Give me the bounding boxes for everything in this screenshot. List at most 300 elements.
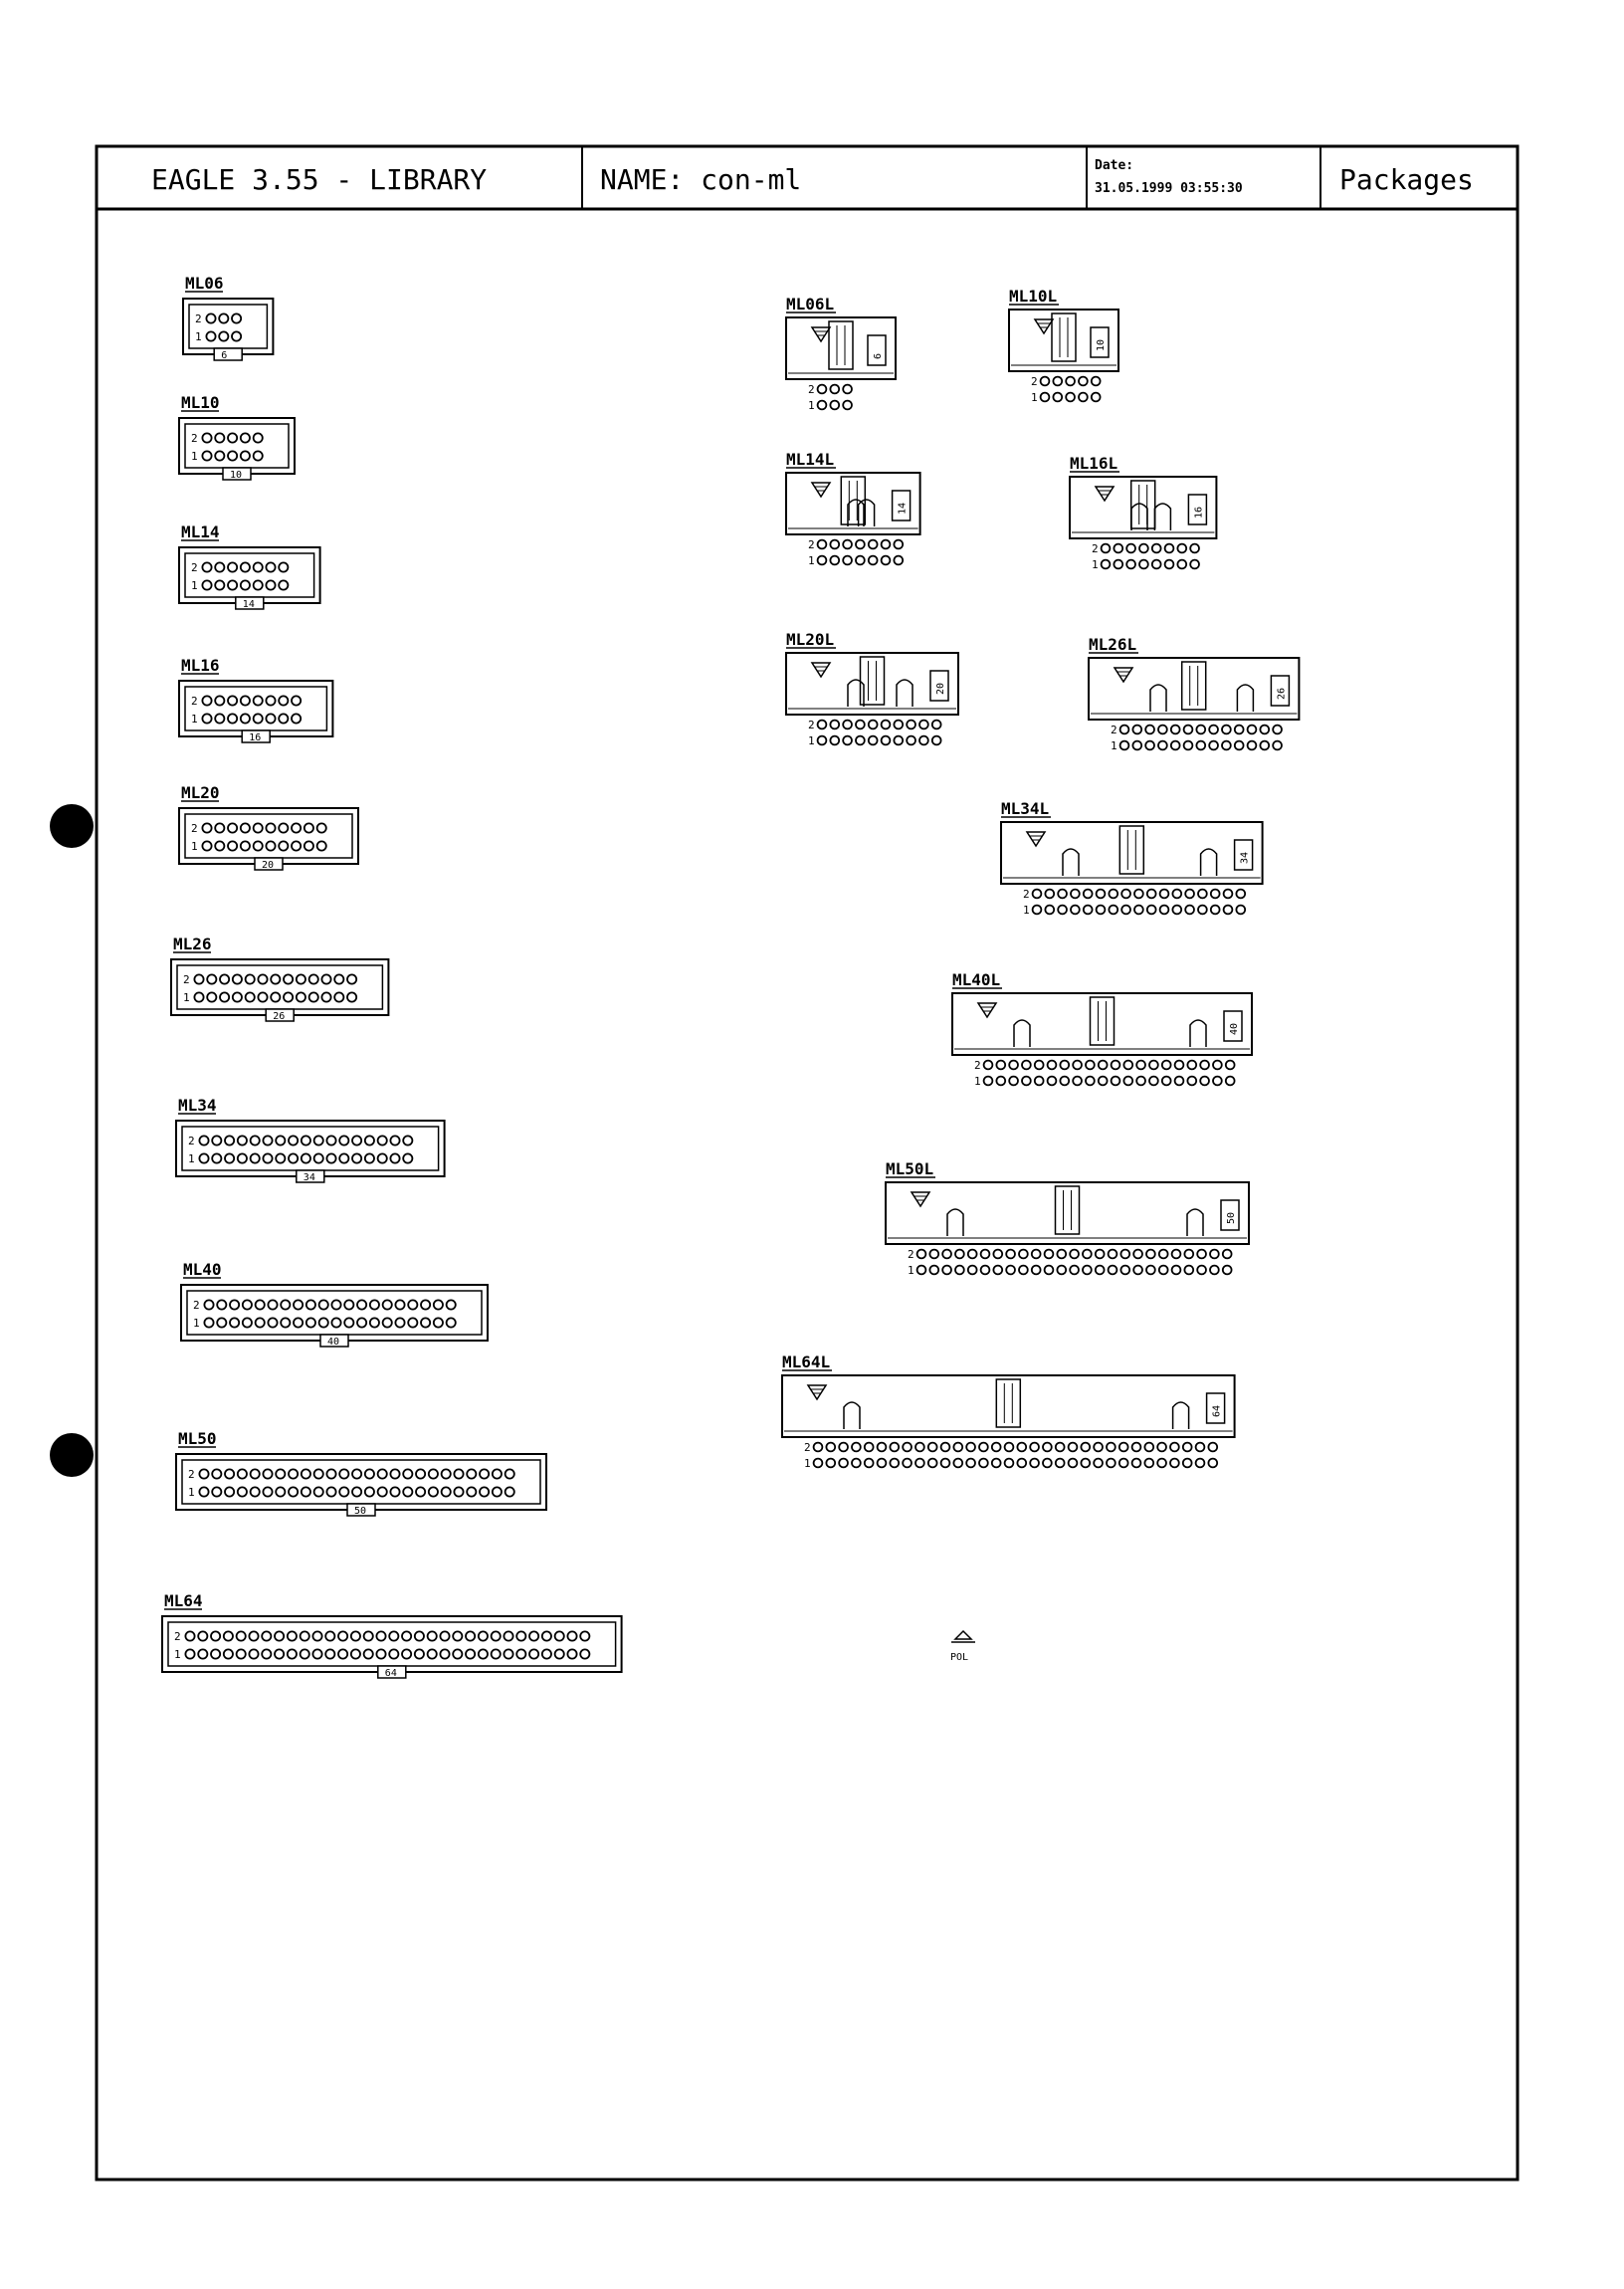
pin-pad [903,1459,912,1468]
pin-pad [567,1631,576,1640]
pin-count-label: 26 [1276,687,1288,700]
pin-pad [447,1300,456,1309]
pin-pad [1165,544,1174,553]
row-label-2: 2 [191,432,198,445]
package-label: ML16 [181,656,220,675]
pin-pad [1170,1459,1179,1468]
pin-pad [1223,1250,1232,1259]
pin-count-label: 10 [1096,338,1107,351]
package-ml10 [179,393,295,481]
pin-pad [1236,906,1245,915]
pin-pad [996,1077,1005,1086]
pin-pad [932,736,941,745]
pin-pad [284,974,293,983]
row-label-1: 1 [193,1317,200,1330]
pin-pad [1107,1459,1116,1468]
pin-pad [480,1487,489,1496]
pin-pad [357,1318,366,1327]
pin-pad [212,1487,221,1496]
pin-pad [276,1136,285,1144]
pin-pad [194,974,203,983]
pin-pad [856,736,865,745]
row-label-2: 2 [1111,724,1117,736]
pin-pad [185,1649,194,1658]
pin-pad [843,736,852,745]
pin-pad [279,823,288,832]
pin-pad [1071,906,1080,915]
pin-pad [968,1250,977,1259]
pin-pad [395,1300,404,1309]
pin-count-label: 40 [327,1337,340,1348]
pin-pad [365,1153,374,1162]
pin-pad [434,1318,443,1327]
pin-pad [1235,726,1244,734]
pin-pad [319,1318,328,1327]
pin-pad [1273,726,1282,734]
pin-pad [818,736,827,745]
pin-pad [378,1469,387,1478]
pin-pad [1060,1061,1069,1070]
pin-pad [1200,1061,1209,1070]
pin-pad [1162,1077,1171,1086]
pin-pad [428,1649,437,1658]
row-label-1: 1 [808,734,815,747]
pin-pad [225,1136,234,1144]
pin-pad [206,331,215,340]
pin-pad [241,841,250,850]
pin-pad [256,1318,265,1327]
package-label: ML20L [786,630,835,649]
pin-pad [390,1469,399,1478]
row-label-1: 1 [974,1075,981,1088]
pin-pad [256,1300,265,1309]
pin-pad [907,721,915,729]
pin-pad [230,1318,239,1327]
pin-pad [1209,741,1218,750]
pin-pad [1152,544,1161,553]
pin-pad [1210,1266,1219,1275]
pin-pad [1197,1266,1206,1275]
pin-pad [251,1469,260,1478]
pin-pad [1009,1077,1018,1086]
center-key [1056,1186,1080,1234]
latch-left [1150,685,1166,712]
pin-pad [1043,1443,1052,1452]
pin-pad [1172,890,1181,899]
pin-pad [279,841,288,850]
pin-pad [1041,393,1050,402]
pin-pad [941,1459,950,1468]
package-label: ML34 [178,1096,217,1115]
pin-pad [1134,906,1143,915]
pin-pad [1086,1077,1095,1086]
pin-pad [1126,560,1135,569]
pin-pad [376,1631,385,1640]
pin-pad [352,1487,361,1496]
pin-pad [818,540,827,549]
pin-pad [1107,1443,1116,1452]
pin-pad [953,1443,962,1452]
pin-pad [364,1649,373,1658]
pin-pad [843,540,852,549]
pin-pad [241,562,250,571]
pin-pad [207,992,216,1001]
pin-pad [202,433,211,442]
pin-pad [225,1153,234,1162]
pin-pad [1094,1459,1103,1468]
pin-pad [555,1649,564,1658]
pin-pad [1209,726,1218,734]
package-label: ML64 [164,1591,203,1610]
pin-pad [292,696,301,705]
row-label-1: 1 [1031,391,1038,404]
row-label-2: 2 [195,312,202,325]
pin-pad [390,1487,399,1496]
pin-pad [979,1459,988,1468]
row-label-2: 2 [174,1630,181,1643]
pin-count-label: 6 [873,352,884,359]
pin-pad [246,974,255,983]
row-label-1: 1 [808,554,815,567]
pin-pad [232,331,241,340]
pin-pad [1177,560,1186,569]
pin-pad [1056,1459,1065,1468]
pin-pad [1096,1266,1105,1275]
pin-pad [254,823,263,832]
pin-pad [852,1443,861,1452]
pin-pad [1133,1250,1142,1259]
pin-pad [301,1649,309,1658]
pin-pad [1022,1077,1031,1086]
angled-packages [782,287,1299,1470]
pin-pad [917,1250,926,1259]
pin-pad [1198,890,1207,899]
pin-pad [830,385,839,394]
pin-pad [882,556,891,565]
pin-pad [968,1266,977,1275]
pin-pad [843,401,852,410]
row-label-1: 1 [1023,904,1030,917]
package-ml14 [179,522,320,610]
pin-pad [429,1487,438,1496]
pin-pad [1099,1061,1108,1070]
pin-pad [312,1631,321,1640]
pin-pad [284,992,293,1001]
pin-pad [204,1318,213,1327]
pin-pad [1184,1266,1193,1275]
pin-pad [326,1469,335,1478]
pin-pad [1092,393,1101,402]
pin-pad [1208,1459,1217,1468]
pin-pad [1058,890,1067,899]
pin-pad [421,1318,430,1327]
pol-symbol [950,1631,975,1663]
pin-pad [1145,741,1154,750]
pin-pad [317,841,326,850]
row-label-2: 2 [193,1299,200,1312]
pin-pad [215,433,224,442]
pin-pad [321,974,330,983]
pol-label: POL [950,1652,969,1663]
pin-pad [408,1318,417,1327]
pin-count-label: 10 [230,470,243,481]
punch-hole-bottom [50,1433,94,1477]
pin-pad [228,696,237,705]
pin-pad [1057,1266,1066,1275]
pin-pad [266,562,275,571]
pin-pad [301,1631,309,1640]
pin-pad [294,1318,303,1327]
pin-pad [1157,1459,1166,1468]
pin-count-box [868,335,886,365]
row-label-1: 1 [191,840,198,853]
pin-pad [304,823,313,832]
package-outline [176,1121,445,1176]
pin-pad [1132,1459,1141,1468]
pin-pad [1114,560,1122,569]
pin-pad [928,1459,937,1468]
pin-pad [1069,1459,1078,1468]
pin-pad [1083,1266,1092,1275]
center-key [1182,662,1206,710]
pin-pad [1224,906,1233,915]
pin-pad [1223,1266,1232,1275]
pin-pad [254,696,263,705]
pin-pad [1097,890,1106,899]
row-label-2: 2 [1023,888,1030,901]
pin-pad [376,1649,385,1658]
pin1-triangle [1096,487,1114,501]
pin-pad [220,992,229,1001]
pin-pad [389,1631,398,1640]
latch-right [1187,1209,1203,1236]
package-ml16 [179,656,332,743]
pin-pad [1053,393,1062,402]
pin-pad [1183,1459,1192,1468]
pin-pad [1109,1250,1117,1259]
pin-pad [262,1631,271,1640]
latch-left [844,1402,860,1429]
pin-pad [941,1443,950,1452]
pin-pad [403,1469,412,1478]
pin-pad [249,1649,258,1658]
pin-pad [882,721,891,729]
pin-pad [1084,906,1093,915]
pin-pad [364,1631,373,1640]
pin-pad [1057,1250,1066,1259]
pin-pad [1200,1077,1209,1086]
pin-pad [241,823,250,832]
package-outline [171,959,388,1015]
pin-pad [1045,1250,1054,1259]
pin-count-label: 50 [1226,1211,1237,1224]
pin-pad [1048,1061,1057,1070]
pin-pad [266,823,275,832]
pin-pad [243,1318,252,1327]
pin-pad [1187,1061,1196,1070]
pin-pad [1120,1250,1129,1259]
pin-pad [856,540,865,549]
pin-pad [289,1153,298,1162]
pin-pad [1123,1077,1132,1086]
pin-pad [289,1136,298,1144]
pin-pad [326,1136,335,1144]
pin-count-label: 26 [273,1011,286,1022]
pin-pad [504,1649,512,1658]
pin-pad [1213,1061,1222,1070]
pin-pad [814,1443,823,1452]
pin-pad [254,433,263,442]
pin-pad [1017,1443,1026,1452]
pin-pad [254,451,263,460]
pin-pad [567,1649,576,1658]
row-label-2: 2 [191,695,198,708]
pin-pad [1196,1443,1205,1452]
pin-pad [1109,1266,1117,1275]
pin-pad [992,1459,1001,1468]
pin-pad [440,1649,449,1658]
pin-pad [395,1318,404,1327]
pin-pad [1073,1077,1082,1086]
pin-pad [1236,890,1245,899]
pin-pad [302,1136,310,1144]
pin-pad [1197,1250,1206,1259]
pin-pad [1224,890,1233,899]
date-value: 31.05.1999 03:55:30 [1095,181,1243,196]
pin-pad [1184,726,1193,734]
pin-pad [304,841,313,850]
pin-pad [826,1459,835,1468]
pin-pad [325,1631,334,1640]
package-label: ML64L [782,1353,831,1371]
package-outline [179,808,358,864]
pin-pad [479,1631,488,1640]
pin-count-label: 64 [384,1668,397,1679]
pin-pad [917,1266,926,1275]
pin-pad [1119,1443,1128,1452]
pin-pad [266,580,275,589]
row-label-2: 2 [191,561,198,574]
pin1-triangle [1035,319,1053,333]
pin-pad [1183,1443,1192,1452]
pin-pad [258,992,267,1001]
pin-pad [467,1469,476,1478]
pin-pad [434,1300,443,1309]
package-outline [181,1285,488,1341]
pin1-triangle [808,1385,826,1399]
pin-pad [1146,1250,1155,1259]
row-label-2: 2 [1031,375,1038,388]
pin-pad [878,1443,887,1452]
package-ml06 [183,274,273,361]
pin-pad [890,1459,899,1468]
pin-pad [996,1061,1005,1070]
pin-pad [225,1469,234,1478]
pin-pad [1171,726,1180,734]
pin-pad [1139,544,1148,553]
pin-pad [1126,544,1135,553]
pin-pad [1211,890,1220,899]
package-inner-outline [185,814,352,858]
pin-pad [268,1300,277,1309]
pin-pad [233,974,242,983]
pin-pad [929,1250,938,1259]
pin-pad [279,580,288,589]
row-label-2: 2 [1092,542,1099,555]
pin-pad [233,992,242,1001]
pin-pad [403,1136,412,1144]
pin-pad [215,841,224,850]
pin-pad [314,1487,323,1496]
row-label-1: 1 [908,1264,914,1277]
pin-pad [306,1318,315,1327]
pin1-triangle [1115,668,1132,682]
package-inner-outline [185,553,314,597]
pin-pad [992,1443,1001,1452]
pin-pad [292,841,301,850]
package-label: ML26L [1089,635,1137,654]
package-outline [179,547,320,603]
pin-pad [504,1631,512,1640]
pin-pad [966,1459,975,1468]
pin-pad [230,1300,239,1309]
pin-pad [466,1631,475,1640]
pin-pad [1060,1077,1069,1086]
pin-pad [826,1443,835,1452]
pin-pad [217,1318,226,1327]
pin-pad [268,1318,277,1327]
pin-pad [326,1153,335,1162]
pin-pad [207,974,216,983]
pin-pad [1149,1077,1158,1086]
pin-pad [378,1136,387,1144]
pin-pad [243,1300,252,1309]
pin-pad [493,1469,502,1478]
pin-pad [894,721,903,729]
pin-pad [1160,906,1169,915]
pin-pad [453,1631,462,1640]
pin-pad [529,1649,538,1658]
pin-pad [942,1266,951,1275]
package-inner-outline [182,1127,439,1170]
pin-pad [1171,741,1180,750]
pin-pad [1048,1077,1057,1086]
pin-pad [1175,1077,1184,1086]
pin-pad [309,974,318,983]
pin-pad [454,1469,463,1478]
pin-pad [288,1649,297,1658]
pin-pad [292,823,301,832]
pin-pad [1079,393,1088,402]
pin-pad [314,1136,323,1144]
pin-pad [479,1649,488,1658]
package-ml64l [782,1353,1235,1470]
pin-pad [334,974,343,983]
pin-pad [288,1631,297,1640]
pin-pad [955,1266,964,1275]
pin-pad [955,1250,964,1259]
pin-pad [1045,890,1054,899]
pin-pad [275,1631,284,1640]
pin-pad [852,1459,861,1468]
pin-pad [389,1649,398,1658]
pin-pad [1094,1443,1103,1452]
pin-pad [276,1487,285,1496]
package-label: ML10L [1009,287,1058,306]
row-label-2: 2 [804,1441,811,1454]
pin-pad [1196,726,1205,734]
pin-pad [338,1631,347,1640]
